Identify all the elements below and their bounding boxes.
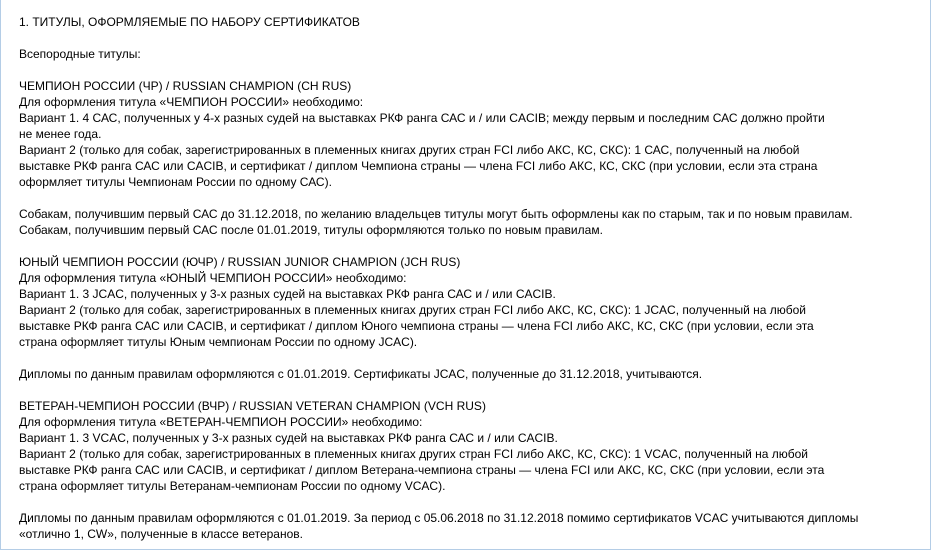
requirement-line: страна оформляет титулы Ветеранам-чемпионам России по одному VCAC).: [19, 479, 446, 493]
title-russian-champion: ЧЕМПИОН РОССИИ (ЧР) / RUSSIAN CHAMPION (CH RUS): [19, 79, 352, 93]
note-line: Собакам, получившим первый САС после 01.01.2019, титулы оформляются только по новым правилам.: [19, 223, 603, 237]
requirement-line: не менее года.: [19, 127, 102, 141]
requirement-intro: Для оформления титула «ЧЕМПИОН РОССИИ» необходимо:: [19, 95, 364, 109]
spacer: [19, 350, 924, 366]
spacer: [19, 238, 924, 254]
requirement-intro: Для оформления титула «ЮНЫЙ ЧЕМПИОН РОССИИ» необходимо:: [19, 271, 407, 285]
note-line: Собакам, получившим первый САС до 31.12.2018, по желанию владельцев титулы могут быть оформлены как по старым, так и по новым правилам.: [19, 207, 853, 221]
requirement-line: выставке РКФ ранга САС или CACIB, и сертификат / диплом Чемпиона страны — члена FCI либо АКС, КС, СКС (при условии, если эта страна: [19, 159, 818, 173]
subheading: Всепородные титулы:: [19, 47, 141, 61]
document-body: [19, 14, 924, 542]
spacer: [19, 30, 924, 46]
requirement-line: Вариант 1. 4 САС, полученных у 4-х разных судей на выставках РКФ ранга САС и / или CACIB; между первым и последним САС должно пройти: [19, 111, 825, 125]
spacer: [19, 494, 924, 510]
spacer: [19, 382, 924, 398]
requirement-line: выставке РКФ ранга САС или CACIB, и сертификат / диплом Юного чемпиона страны — члена FCI либо АКС, КС, СКС (при условии, если эта: [19, 319, 814, 333]
spacer: [19, 62, 924, 78]
requirement-line: Вариант 2 (только для собак, зарегистрированных в племенных книгах других стран FCI либо АКС, КС, СКС): 1 JCAC, полученный на любой: [19, 303, 807, 317]
requirement-line: страна оформляет титулы Юным чемпионам России по одному JCAC).: [19, 335, 418, 349]
note-line: Дипломы по данным правилам оформляются с 01.01.2019. Сертификаты JCAC, полученные до 31.12.2018, учитываются.: [19, 367, 703, 381]
requirement-line: оформляет титулы Чемпионам России по одному САС).: [19, 175, 332, 189]
requirement-line: выставке РКФ ранга САС или CACIB, и сертификат / диплом Ветерана-чемпиона страны — члена FCI или АКС, КС, СКС (при условии, если эта: [19, 463, 825, 477]
note-line: «отлично 1, CW», полученные в классе ветеранов.: [19, 527, 303, 541]
section-heading: 1. ТИТУЛЫ, ОФОРМЛЯЕМЫЕ ПО НАБОРУ СЕРТИФИКАТОВ: [19, 15, 360, 29]
requirement-line: Вариант 2 (только для собак, зарегистрированных в племенных книгах других стран FCI либо АКС, КС, СКС): 1 VCAC, полученный на любой: [19, 447, 809, 461]
title-junior-champion: ЮНЫЙ ЧЕМПИОН РОССИИ (ЮЧР) / RUSSIAN JUNIOR CHAMPION (JCH RUS): [19, 255, 461, 269]
requirement-intro: Для оформления титула «ВЕТЕРАН-ЧЕМПИОН РОССИИ» необходимо:: [19, 415, 423, 429]
requirement-line: Вариант 1. 3 JCAC, полученных у 3-х разных судей на выставках РКФ ранга САС и / или CACIB.: [19, 287, 556, 301]
requirement-line: Вариант 1. 3 VCAC, полученных у 3-х разных судей на выставках РКФ ранга САС и / или CACIB.: [19, 431, 558, 445]
title-veteran-champion: ВЕТЕРАН-ЧЕМПИОН РОССИИ (ВЧР) / RUSSIAN VETERAN CHAMPION (VCH RUS): [19, 399, 486, 413]
spacer: [19, 190, 924, 206]
note-line: Дипломы по данным правилам оформляются с 01.01.2019. За период с 05.06.2018 по 31.12.2018 помимо сертификатов VCAC учитываются дипломы: [19, 511, 859, 525]
requirement-line: Вариант 2 (только для собак, зарегистрированных в племенных книгах других стран FCI либо АКС, КС, СКС): 1 САС, полученный на любой: [19, 143, 800, 157]
